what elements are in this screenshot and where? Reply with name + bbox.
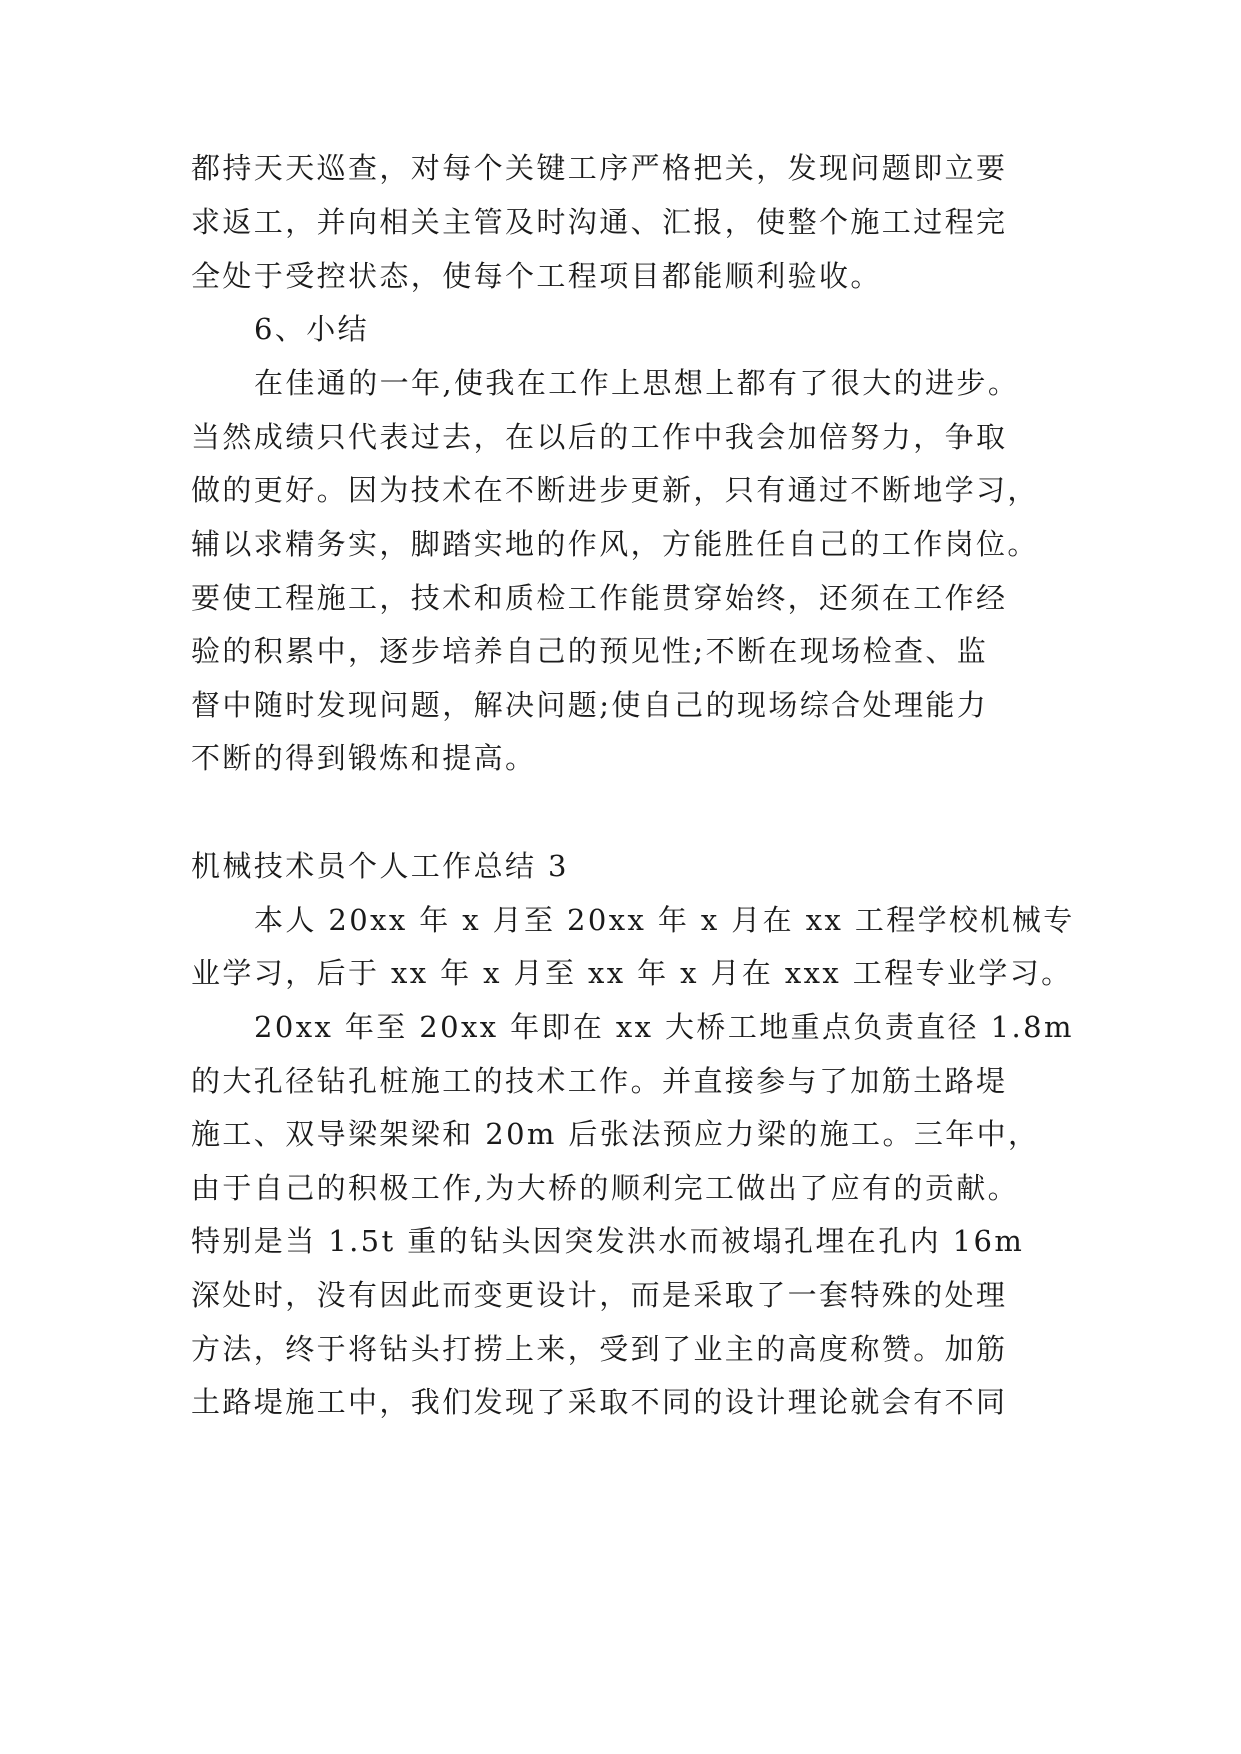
text-line: 20xx 年至 20xx 年即在 xx 大桥工地重点负责直径 1.8m (254, 1010, 1074, 1044)
text-line: 方法，终于将钻头打捞上来，受到了业主的高度称赞。加筋 (191, 1332, 1008, 1366)
text-line: 深处时，没有因此而变更设计，而是采取了一套特殊的处理 (191, 1278, 1008, 1312)
text-line: 辅以求精务实，脚踏实地的作风，方能胜任自己的工作岗位。 (191, 527, 1039, 561)
section-title: 机械技术员个人工作总结 3 (191, 849, 569, 883)
text-line: 的大孔径钻孔桩施工的技术工作。并直接参与了加筋土路堤 (191, 1064, 1008, 1098)
text-line: 土路堤施工中，我们发现了采取不同的设计理论就会有不同 (191, 1385, 1008, 1419)
section-heading: 6、小结 (254, 312, 370, 346)
text-line: 当然成绩只代表过去，在以后的工作中我会加倍努力，争取 (191, 420, 1008, 454)
text-line: 全处于受控状态，使每个工程项目都能顺利验收。 (191, 259, 882, 293)
text-line: 督中随时发现问题，解决问题;使自己的现场综合处理能力 (191, 688, 989, 722)
text-line: 不断的得到锻炼和提高。 (191, 741, 537, 775)
text-line: 由于自己的积极工作,为大桥的顺利完工做出了应有的贡献。 (191, 1171, 1020, 1205)
text-line: 业学习，后于 xx 年 x 月至 xx 年 x 月在 xxx 工程专业学习。 (191, 956, 1073, 990)
text-line: 要使工程施工，技术和质检工作能贯穿始终，还须在工作经 (191, 581, 1008, 615)
text-line: 在佳通的一年,使我在工作上思想上都有了很大的进步。 (254, 366, 1020, 400)
text-line: 都持天天巡查，对每个关键工序严格把关，发现问题即立要 (191, 151, 1008, 185)
text-line: 特别是当 1.5t 重的钻头因突发洪水而被塌孔埋在孔内 16m (191, 1224, 1025, 1258)
text-line: 验的积累中，逐步培养自己的预见性;不断在现场检查、监 (191, 634, 989, 668)
text-line: 求返工，并向相关主管及时沟通、汇报，使整个施工过程完 (191, 205, 1008, 239)
text-line: 施工、双导梁架梁和 20m 后张法预应力梁的施工。三年中， (191, 1117, 1040, 1151)
text-line: 本人 20xx 年 x 月至 20xx 年 x 月在 xx 工程学校机械专 (254, 903, 1075, 937)
text-line: 做的更好。因为技术在不断进步更新，只有通过不断地学习， (191, 473, 1039, 507)
